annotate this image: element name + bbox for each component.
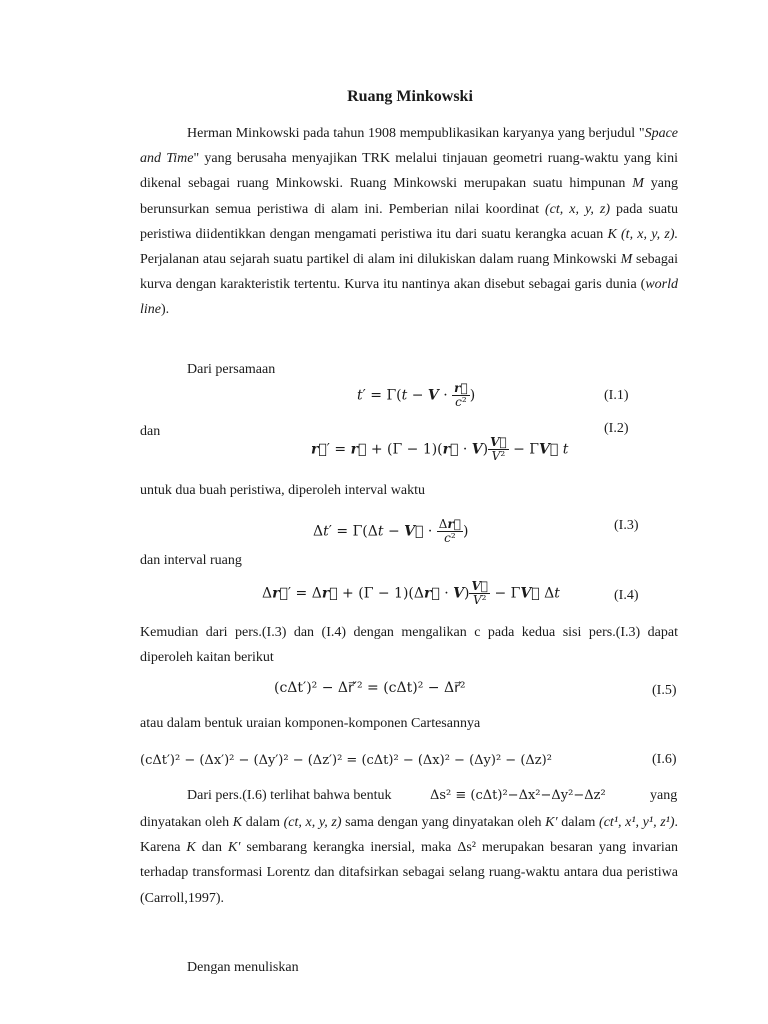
last-text-d: sama dengan yang dinyatakan oleh [341, 815, 546, 830]
equation-number-i4: (I.4) [614, 588, 639, 603]
equation-i1: t′ = Γ(t − V · $\frac{r⃗}{\text{c²}}$ ) [357, 381, 476, 409]
last-text-f: . Karena [140, 815, 679, 856]
equation-i5: (cΔt′)² − Δr⃗′² = (cΔt)² − Δr⃗² [274, 680, 466, 696]
label-dengan-menuliskan: Dengan menuliskan [187, 960, 299, 975]
equation-number-i3: (I.3) [614, 518, 639, 533]
label-dan: dan [140, 424, 161, 439]
intro-italic-title: Space and Time [140, 126, 678, 167]
intro-frame-k: K (t, x, y, z). [607, 226, 678, 242]
intro-text-g: ). [161, 302, 170, 318]
intro-world-line: world line [140, 277, 678, 318]
last-text-e: dalam [557, 815, 600, 830]
last-text-h: sembarang kerangka inersial, maka Δs² merupakan besaran yang invarian terhadap transformasi Lorentz dan ditafsirkan sebagai selang ruang-waktu antara dua peristiwa (Carroll,1997). [140, 840, 679, 906]
last-coord: (ct, x, y, z) [283, 815, 342, 830]
equation-i6: (cΔt′)² − (Δx′)² − (Δy′)² − (Δz′)² = (cΔt)² − (Δx)² − (Δy)² − (Δz)² [140, 753, 552, 768]
label-dari-persamaan: Dari persamaan [187, 362, 276, 377]
intro-text-f: sebagai kurva dengan karakteristik tertentu. Kurva itu nantinya akan disebut sebagai garis dunia ( [140, 252, 678, 293]
intro-set-m: M [632, 176, 644, 192]
last-text-c: dalam [242, 815, 284, 830]
equation-number-i6: (I.6) [652, 752, 677, 767]
last-coord2: (ct¹, x¹, y¹, z¹) [599, 815, 675, 830]
intro-text-a: Herman Minkowski pada tahun 1908 mempublikasikan karyanya yang berjudul " [187, 126, 645, 141]
label-dan-interval: dan interval ruang [140, 553, 242, 568]
paragraph-kemudian [140, 620, 678, 670]
intro-text-b: " yang berusaha menyajikan TRK melalui tinjauan geometri ruang-waktu yang kini dikenal sebagai ruang Minkowski. Ruang Minkowski merupakan suatu himpunan [140, 151, 678, 192]
last-frame-k: K [232, 815, 243, 830]
last-text-g: dan [195, 840, 228, 856]
equation-ds2: Δs² ≡ (cΔt)²−Δx²−Δy²−Δz² [430, 788, 606, 803]
equation-number-i2: (I.2) [604, 421, 629, 436]
last-para-yang: yang [650, 788, 678, 803]
label-untuk-dua: untuk dua buah peristiwa, diperoleh interval waktu [140, 483, 425, 498]
intro-text-e: Perjalanan atau sejarah suatu partikel di alam ini dilukiskan dalam ruang Minkowski [140, 252, 621, 268]
label-atau: atau dalam bentuk uraian komponen-komponen Cartesannya [140, 716, 481, 731]
intro-coordinates: (ct, x, y, z) [545, 201, 611, 217]
kemudian-text: Kemudian dari pers.(I.3) dan (I.4) dengan mengalikan c pada kedua sisi pers.(I.3) dapat diperoleh kaitan berikut [140, 625, 678, 666]
last-frame-k4: K′ [227, 840, 241, 856]
equation-i4: Δr⃗′ = Δr⃗ + (Γ − 1)(Δr⃗ · V) $\frac{V⃗}{\text{V²}}$ − ΓV⃗ Δt [262, 579, 560, 607]
equation-i3: Δt′ = Γ(Δt − V⃗ · $\frac{\Delta r⃗}{\text{c²}}$ ) [313, 517, 469, 545]
equation-i2: r⃗′ = r⃗ + (Γ − 1)(r⃗ · V) $\frac{V⃗}{\text{V²}}$ − ΓV⃗ t [311, 435, 569, 463]
intro-text-d: pada suatu peristiwa diidentikkan dengan mengamati peristiwa itu dari suatu kerangka acuan [140, 201, 678, 242]
last-para-start: Dari pers.(I.6) terlihat bahwa bentuk [187, 788, 392, 803]
last-paragraph [140, 810, 678, 911]
last-frame-k3: K [186, 840, 196, 856]
page-title: Ruang Minkowski [347, 88, 473, 105]
equation-number-i5: (I.5) [652, 683, 677, 698]
intro-text-c: yang berunsurkan semua peristiwa di alam ini. Pemberian nilai koordinat [140, 176, 678, 217]
last-text-b: dinyatakan oleh [140, 815, 233, 830]
last-frame-k2: K′ [545, 815, 558, 830]
intro-paragraph [140, 121, 678, 323]
equation-number-i1: (I.1) [604, 388, 629, 403]
intro-set-m2: M [620, 252, 633, 268]
